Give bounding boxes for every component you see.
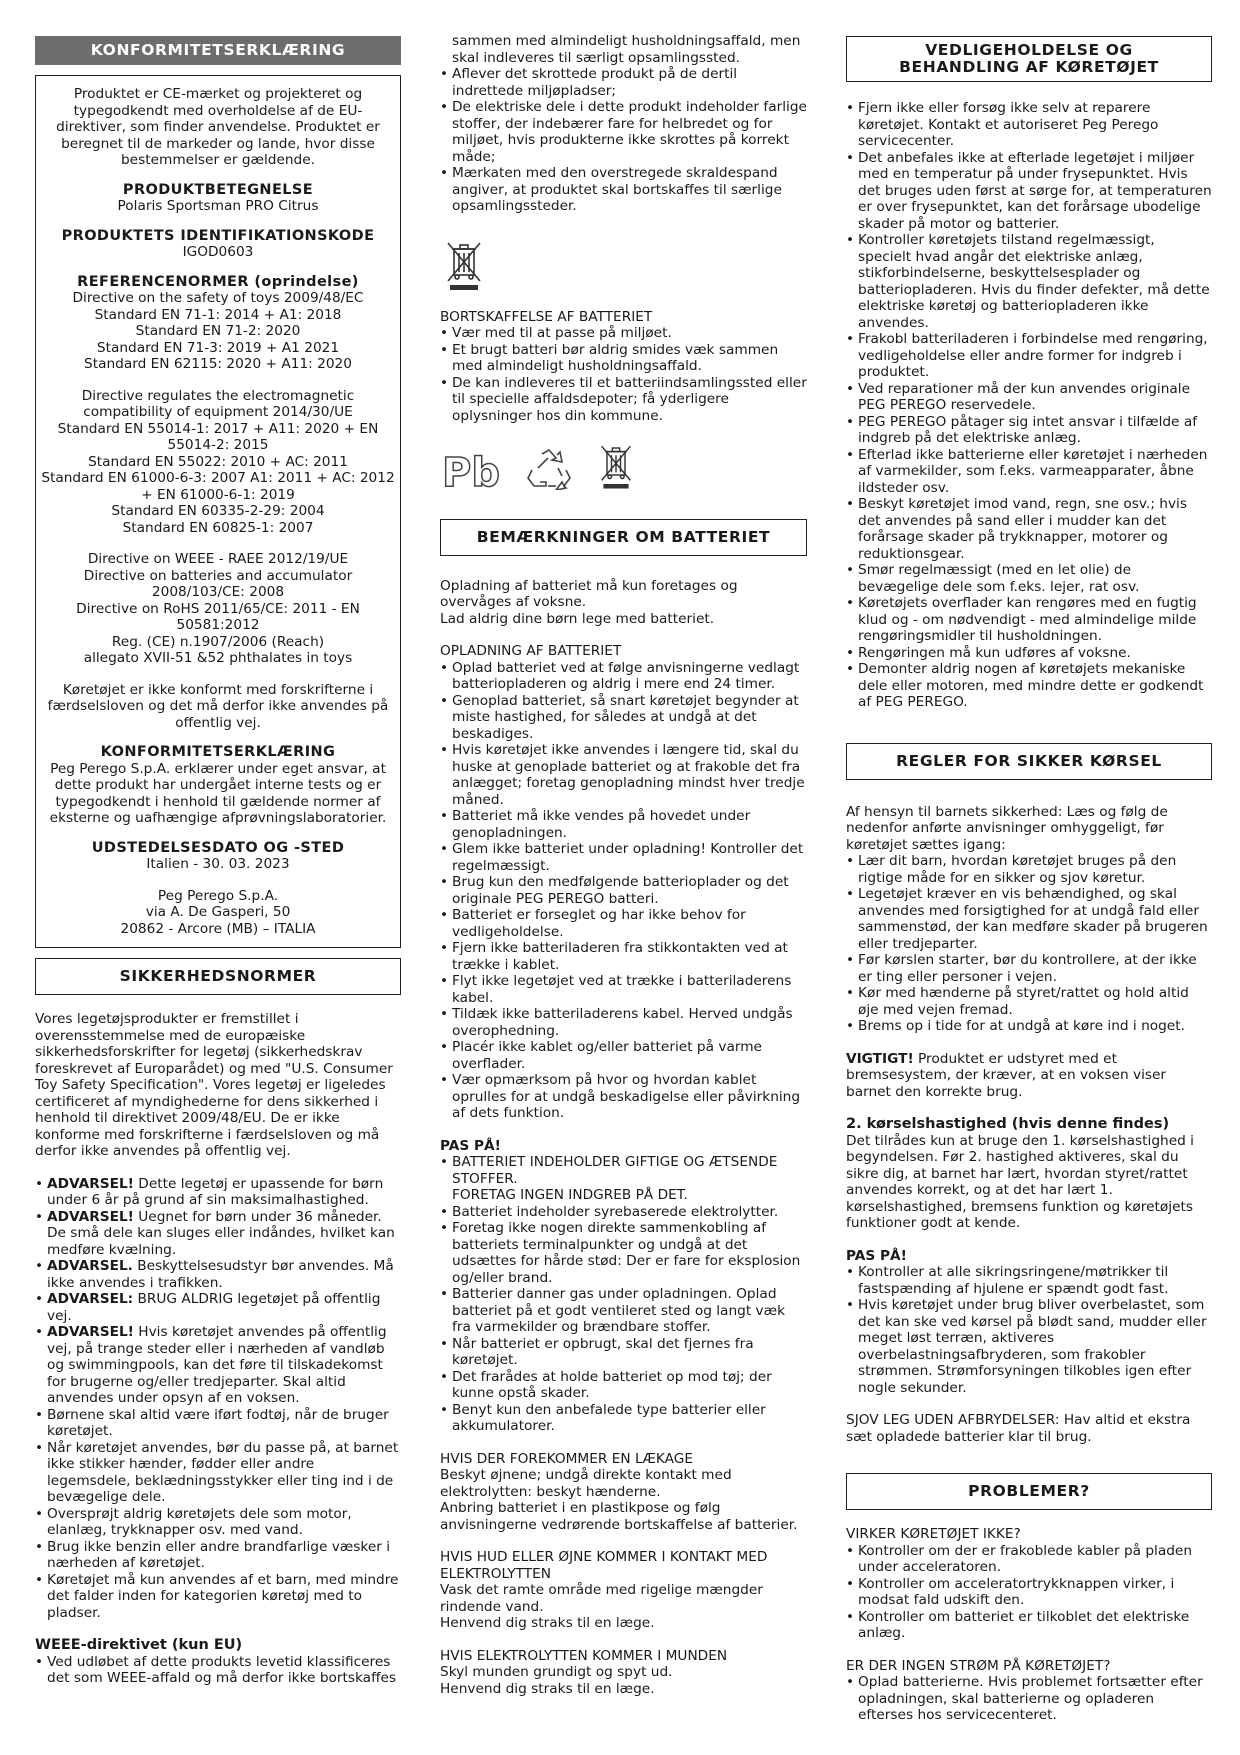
- list-item: • Rengøringen må kun udføres af voksne.: [846, 645, 1212, 662]
- charging-title: OPLADNING AF BATTERIET: [440, 643, 622, 659]
- skin-contact-title: HVIS HUD ELLER ØJNE KOMMER I KONTAKT MED ELEKTROLYTTEN: [440, 1549, 768, 1582]
- maintenance-list: [846, 100, 1212, 711]
- list-item: • De elektriske dele i dette produkt indeholder farlige stoffer, der indebærer fare for helbredet og for miljøet, hvis produkterne ikke skrottes på korrekt måde;: [440, 99, 807, 165]
- list-item: • Kontroller om acceleratortrykknappen virker, i modsat fald udskift den.: [846, 1576, 1212, 1609]
- reference-norms-group-1: [40, 290, 396, 373]
- list-item: • Kontroller køretøjets tilstand regelmæssigt, specielt hvad angår det elektriske anlæg, stikforbindelserne, beskyttelsesplader og batteriopladeren. Hvis du finder defekter, må dette elektriske køretøj og batteriopladeren ikke anvendes.: [846, 232, 1212, 331]
- norm-line: Standard EN 60825-1: 2007: [122, 519, 314, 536]
- list-item: • Før kørslen starter, bør du kontrollere, at der ikke er ting eller personer i vejen.: [846, 952, 1212, 985]
- list-item: • PEG PEREGO påtager sig intet ansvar i tilfælde af indgreb på det elektriske anlæg.: [846, 414, 1212, 447]
- list-item: • Oversprøjt aldrig køretøjets dele som motor, elanlæg, trykknapper osv. med vand.: [35, 1506, 401, 1539]
- mouth-contact-title: HVIS ELEKTROLYTTEN KOMMER I MUNDEN: [440, 1647, 728, 1664]
- list-item: • Batteriet er forseglet og har ikke behov for vedligeholdelse.: [440, 907, 807, 940]
- recycle-icon: [526, 448, 572, 495]
- address-line: via A. De Gasperi, 50: [145, 904, 291, 920]
- list-item: • Batteriet må ikke vendes på hovedet under genopladningen.: [440, 808, 807, 841]
- crossed-bin-icon: [598, 442, 634, 495]
- mouth-contact-text: Skyl munden grundigt og spyt ud.: [440, 1664, 673, 1680]
- problems-header: PROBLEMER?: [846, 1473, 1212, 1510]
- list-item: • Køretøjets overflader kan rengøres med en fugtig klud og - om nødvendigt - med almindelige milde rengøringsmidler til husholdningen.: [846, 595, 1212, 645]
- traffic-notice: Køretøjet er ikke konformt med forskrifterne i færdselsloven og det må derfor ikke anvendes på offentlig vej.: [47, 681, 389, 731]
- conformity-declaration-title: KONFORMITETSERKLÆRING: [100, 744, 336, 760]
- product-id-code: IGOD0603: [182, 244, 254, 260]
- list-item: • Beskyt køretøjet imod vand, regn, sne osv.; hvis det anvendes på sand eller i mudder kan det forårsage skader på trykknapper, motorer og reduktionsgear.: [846, 496, 1212, 562]
- caution-list: [440, 1154, 807, 1435]
- list-item: • Vær opmærksom på hvor og hvordan kablet oprulles for at undgå beskadigelse eller påvirkning af dets funktion.: [440, 1072, 807, 1122]
- conformity-header: KONFORMITETSERKLÆRING: [35, 36, 401, 65]
- safe-driving-intro: Af hensyn til barnets sikkerhed: Læs og følg de nedenfor anførte anvisninger omhyggeligt, før køretøjet sættes igang:: [846, 803, 1168, 853]
- list-item: • Fjern ikke batteriladeren fra stikkontakten ved at trække i kablet.: [440, 940, 807, 973]
- list-item: • Ved udløbet af dette produkts levetid klassificeres det som WEEE-affald og må derfor ikke bortskaffes: [35, 1654, 401, 1687]
- list-item: • ADVARSEL. Beskyttelsesudstyr bør anvendes. Må ikke anvendes i trafikken.: [35, 1258, 401, 1291]
- reference-norms-group-2: [40, 388, 396, 537]
- list-item: • Køretøjet må kun anvendes af et barn, med mindre det falder inden for kategorien køretøj med to pladser.: [35, 1572, 401, 1622]
- list-item: • Kontroller om batteriet er tilkoblet det elektriske anlæg.: [846, 1609, 1212, 1642]
- norm-line: Standard EN 60335-2-29: 2004: [111, 503, 325, 519]
- norm-line: Standard EN 71-2: 2020: [135, 323, 301, 339]
- safety-header: SIKKERHEDSNORMER: [35, 958, 401, 995]
- list-item: • Ved reparationer må der kun anvendes originale PEG PEREGO reservedele.: [846, 381, 1212, 414]
- second-speed-title: 2. kørselshastighed (hvis denne findes): [846, 1116, 1170, 1132]
- list-item: • Placér ikke kablet og/eller batteriet på varme overflader.: [440, 1039, 807, 1072]
- warnings-list: [35, 1176, 401, 1622]
- leak-text: Beskyt øjnene; undgå direkte kontakt med elektrolytten: beskyt hænderne.: [440, 1467, 732, 1500]
- list-item: • Efterlad ikke batterierne eller køretøjet i nærheden af varmekilder, som f.eks. varmeapparater, åbne ildsteder osv.: [846, 447, 1212, 497]
- charging-list: [440, 660, 807, 1122]
- norm-line: Reg. (CE) n.1907/2006 (Reach): [111, 633, 325, 650]
- weee-items: [440, 66, 807, 215]
- list-item: • Glem ikke batteriet under opladning! Kontroller det regelmæssigt.: [440, 841, 807, 874]
- fun-tip: SJOV LEG UDEN AFBRYDELSER: Hav altid et ekstra sæt opladede batterier klar til brug.: [846, 1412, 1191, 1445]
- column-left: [35, 0, 401, 1687]
- norm-line: Standard EN 71-3: 2019 + A1 2021: [96, 339, 340, 356]
- second-speed-text: Det tilrådes kun at bruge den 1. kørselshastighed i begyndelsen. Før 2. hastighed aktiveres, skal du sikre dig, at barnet har lært, hvordan styret/rattet anvendes korrekt, og at det har lært 1. kørselshastighed, bremsens funktion og køretøjets funktioner godt at kende.: [846, 1132, 1194, 1231]
- norm-line: Standard EN 55014-1: 2017 + A11: 2020 + EN 55014-2: 2015: [57, 420, 379, 453]
- issue-date-title: UDSTEDELSESDATO OG -STED: [91, 839, 345, 856]
- norm-line: Directive on the safety of toys 2009/48/EC: [72, 290, 364, 306]
- battery-intro: Opladning af batteriet må kun foretages og overvåges af voksne.: [440, 577, 738, 610]
- list-item: • Vær med til at passe på miljøet.: [440, 325, 807, 342]
- list-item: • Oplad batterierne. Hvis problemet fortsætter efter opladningen, skal batterierne og opladeren efterses hos servicecenteret.: [846, 1674, 1212, 1724]
- list-item: • Frakobl batteriladeren i forbindelse med rengøring, vedligeholdelse eller andre former for indgreb i produktet.: [846, 331, 1212, 381]
- list-item: • ADVARSEL! Dette legetøj er upassende for børn under 6 år på grund af sin maksimalhastighed.: [35, 1176, 401, 1209]
- problem-1-title: VIRKER KØRETØJET IKKE?: [846, 1526, 1021, 1542]
- problem-2-title: ER DER INGEN STRØM PÅ KØRETØJET?: [846, 1657, 1111, 1674]
- problem-2-list: [846, 1674, 1212, 1724]
- weee-list: [35, 1654, 401, 1687]
- list-item: • Brug ikke benzin eller andre brandfarlige væsker i nærheden af køretøjet.: [35, 1539, 401, 1572]
- list-item: • Aflever det skrottede produkt på de dertil indrettede miljøpladser;: [440, 66, 807, 99]
- list-item: • Kontroller at alle sikringsringene/møtrikker til fastspænding af hjulene er spændt godt fast.: [846, 1264, 1212, 1297]
- battery-disposal-list: [440, 325, 807, 424]
- list-item: • Lær dit barn, hvordan køretøjet bruges på den rigtige måde for en sikker og sjov køretur.: [846, 853, 1212, 886]
- list-item: • Benyt kun den anbefalede type batterier eller akkumulatorer.: [440, 1402, 807, 1435]
- list-item: • Flyt ikke legetøjet ved at trække i batteriladerens kabel.: [440, 973, 807, 1006]
- list-item: • Fjern ikke eller forsøg ikke selv at reparere køretøjet. Kontakt et autoriseret Peg Perego servicecenter.: [846, 100, 1212, 150]
- product-id-title: PRODUKTETS IDENTIFIKATIONSKODE: [61, 227, 375, 244]
- list-item: • Foretag ikke nogen direkte sammenkobling af batteriets terminalpunkter og undgå at det udsættes for hårde stød: Der er fare for eksplosion og/eller brand.: [440, 1220, 807, 1286]
- safe-driving-list: [846, 853, 1212, 1035]
- norm-line: Directive on batteries and accumulator 2008/103/CE: 2008: [83, 567, 353, 600]
- list-item: • Når batteriet er opbrugt, skal det fjernes fra køretøjet.: [440, 1336, 807, 1369]
- list-item: • ADVARSEL! Uegnet for børn under 36 måneder. De små dele kan sluges eller indåndes, hvilket kan medføre kvælning.: [35, 1209, 401, 1259]
- safe-driving-header: REGLER FOR SIKKER KØRSEL: [846, 743, 1212, 780]
- battery-disposal-title: BORTSKAFFELSE AF BATTERIET: [440, 308, 653, 325]
- safety-intro: Vores legetøjsprodukter er fremstillet i overensstemmelse med de europæiske sikkerhedsforskrifter for legetøj (sikkerhedskrav foreskrevet af Europarådet) og med "U.S. Consumer Toy Safety Specification". Vores legetøj er ligeledes certificeret af myndighederne for dens sikkerhed i henhold til direktivet 2009/48/EU. De er ikke konforme med forskrifterne i færdselsloven og må derfor ikke anvendes på offentlig vej.: [35, 1011, 393, 1159]
- list-item: • ADVARSEL! Hvis køretøjet anvendes på offentlig vej, på trange steder eller i nærheden af vandløb og swimmingpools, kan det føre til tilskadekomst for brugerne og/eller tredjeparter. Skal altid anvendes under opsyn af en voksen.: [35, 1324, 401, 1407]
- battery-intro: Lad aldrig dine børn lege med batteriet.: [440, 610, 715, 627]
- norm-line: Standard EN 71-1: 2014 + A1: 2018: [94, 306, 342, 323]
- norm-line: Standard EN 62115: 2020 + A11: 2020: [84, 356, 352, 372]
- skin-contact-text: Vask det ramte område med rigelige mængder rindende vand.: [440, 1582, 763, 1615]
- norm-line: Standard EN 61000-6-3: 2007 A1: 2011 + AC: 2012 + EN 61000-6-1: 2019: [41, 470, 395, 503]
- list-item: • Det anbefales ikke at efterlade legetøjet i miljøer med en temperatur på under frysepunktet. Hvis det bruges uden først at sørge for, at temperaturen er over frysepunktet, kan det forårsage ubodelige skader på motor og batterier.: [846, 150, 1212, 233]
- list-item: • Kontroller om der er frakoblede kabler på pladen under acceleratoren.: [846, 1543, 1212, 1576]
- list-item: • Batterier danner gas under opladningen. Oplad batteriet på et godt ventileret sted og langt væk fra varmekilder og brændbare stoffer.: [440, 1286, 807, 1336]
- list-item: • Batteriet indeholder syrebaserede elektrolytter.: [440, 1204, 807, 1221]
- list-item: • Brug kun den medfølgende batterioplader og det originale PEG PEREGO batteri.: [440, 874, 807, 907]
- list-item: • Hvis køretøjet ikke anvendes i længere tid, skal du huske at genoplade batteriet og at frakoble det fra anlægget; foretag genopladning mindst hver tredje måned.: [440, 742, 807, 808]
- list-item: • Når køretøjet anvendes, bør du passe på, at barnet ikke stikker hænder, fødder eller andre legemsdele, beklædningsstykker eller ting ind i de bevægelige dele.: [35, 1440, 401, 1506]
- list-item: • ADVARSEL: BRUG ALDRIG legetøjet på offentlig vej.: [35, 1291, 401, 1324]
- product-designation-title: PRODUKTBETEGNELSE: [122, 181, 314, 198]
- mouth-contact-text: Henvend dig straks til en læge.: [440, 1680, 655, 1697]
- list-item: • Genoplad batteriet, så snart køretøjet begynder at miste hastighed, for således at undgå at det beskadiges.: [440, 693, 807, 743]
- maintenance-header: VEDLIGEHOLDELSE OG BEHANDLING AF KØRETØJET: [846, 36, 1212, 82]
- leak-text: Anbring batteriet i en plastikpose og følg anvisningerne vedrørende bortskaffelse af batterier.: [440, 1500, 798, 1533]
- list-item: • Hvis køretøjet under brug bliver overbelastet, som det kan ske ved kørsel på blødt sand, mudder eller meget løst terræn, aktiveres overbelastningsafbryderen, som frakobler strømmen. Strømforsyningen tilkobles igen efter nogle sekunder.: [846, 1297, 1212, 1396]
- list-item: • Børnene skal altid være iført fodtøj, når de bruger køretøjet.: [35, 1407, 401, 1440]
- conformity-declaration-text: Peg Perego S.p.A. erklærer under eget ansvar, at dette produkt har undergået interne tests og er typegodkendt i henhold til gældende normer af eksterne og uafhængige afprøvningslaboratorier.: [49, 760, 387, 826]
- leak-title: HVIS DER FOREKOMMER EN LÆKAGE: [440, 1450, 694, 1467]
- norm-line: allegato XVII-51 &52 phthalates in toys: [83, 650, 353, 666]
- list-item: • BATTERIET INDEHOLDER GIFTIGE OG ÆTSENDE STOFFER. FORETAG INGEN INDGREB PÅ DET.: [440, 1154, 807, 1204]
- list-item: • Kør med hænderne på styret/rattet og hold altid øje med vejen fremad.: [846, 985, 1212, 1018]
- norm-line: Standard EN 55022: 2010 + AC: 2011: [88, 453, 348, 470]
- list-item: • Demonter aldrig nogen af køretøjets mekaniske dele eller motoren, med mindre dette er godkendt af PEG PEREGO.: [846, 661, 1212, 711]
- battery-symbols: [440, 442, 807, 495]
- weee-continued: sammen med almindeligt husholdningsaffald, men skal indleveres til særligt opsamlingssted.: [452, 33, 801, 66]
- address-line: Peg Perego S.p.A.: [157, 887, 279, 904]
- list-item: • Brems op i tide for at undgå at køre ind i noget.: [846, 1018, 1212, 1035]
- list-item: • Et brugt batteri bør aldrig smides væk sammen med almindeligt husholdningsaffald.: [440, 342, 807, 375]
- reference-norms-group-3: [40, 551, 396, 667]
- list-item: • Mærkaten med den overstregede skraldespand angiver, at produktet skal bortskaffes til særlige opsamlingssteder.: [440, 165, 807, 215]
- column-right: [846, 0, 1212, 1724]
- list-item: • Tildæk ikke batteriladerens kabel. Herved undgås overophedning.: [440, 1006, 807, 1039]
- caution-title: PAS PÅ!: [846, 1247, 907, 1264]
- product-name: Polaris Sportsman PRO Citrus: [117, 198, 319, 214]
- reference-norms-title: REFERENCENORMER (oprindelse): [77, 273, 359, 290]
- weee-title: WEEE-direktivet (kun EU): [35, 1637, 243, 1653]
- battery-notes-header: BEMÆRKNINGER OM BATTERIET: [440, 519, 807, 556]
- important-note: VIGTIGT! Produktet er udstyret med et bremsesystem, der kræver, at en voksen viser barnet den korrekte brug.: [846, 1050, 1167, 1100]
- norm-line: Directive on RoHS 2011/65/CE: 2011 - EN 50581:2012: [76, 600, 360, 633]
- skin-contact-text: Henvend dig straks til en læge.: [440, 1615, 655, 1631]
- list-item: • De kan indleveres til et batteriindsamlingssted eller til specielle affaldsdepoter; få yderligere oplysninger hos din kommune.: [440, 375, 807, 425]
- list-item: • Smør regelmæssigt (med en let olie) de bevægelige dele som f.eks. lejer, rat osv.: [846, 562, 1212, 595]
- problem-1-list: [846, 1543, 1212, 1642]
- crossed-bin-icon: [444, 239, 484, 291]
- norm-line: Directive on WEEE - RAEE 2012/19/UE: [87, 551, 349, 567]
- issue-date: Italien - 30. 03. 2023: [146, 856, 290, 872]
- caution-title: PAS PÅ!: [440, 1137, 501, 1154]
- list-item: • Legetøjet kræver en vis behændighed, og skal anvendes med forsigtighed for at undgå fald eller sammenstød, der kan medføre skader på brugeren eller tredjeparter.: [846, 886, 1212, 952]
- norm-line: Directive regulates the electromagnetic compatibility of equipment 2014/30/UE: [81, 387, 355, 420]
- caution-list: [846, 1264, 1212, 1396]
- conformity-intro: Produktet er CE-mærket og projekteret og typegodkendt med overholdelse af de EU-direktiver, som finder anvendelse. Produktet er beregnet til de markeder og lande, hvor disse bestemmelser er gældende.: [56, 86, 380, 168]
- list-item: • Oplad batteriet ved at følge anvisningerne vedlagt batteriopladeren og aldrig i mere end 24 timer.: [440, 660, 807, 693]
- conformity-box: [35, 75, 401, 948]
- column-middle: [440, 0, 807, 1697]
- pb-symbol: Pb: [442, 449, 500, 496]
- list-item: • Det frarådes at holde batteriet op mod tøj; der kunne opstå skader.: [440, 1369, 807, 1402]
- address-line: 20862 - Arcore (MB) – ITALIA: [120, 920, 316, 937]
